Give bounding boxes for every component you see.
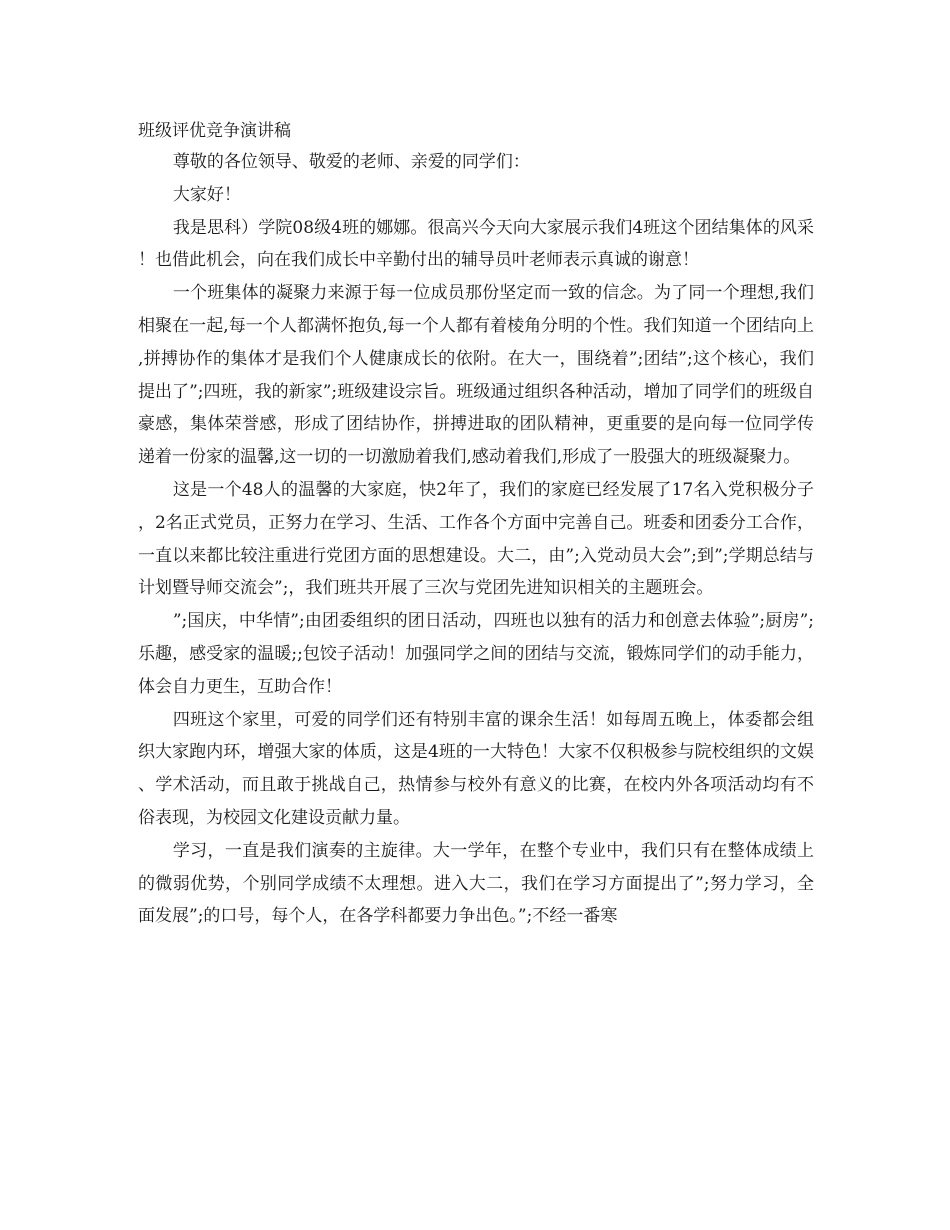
salutation-paragraph: 尊敬的各位领导、敬爱的老师、亲爱的同学们： bbox=[172, 152, 530, 172]
cohesion-paragraph: 一个班集体的凝聚力来源于每一位成员那份坚定而一致的信念。为了同一个理想,我们相聚在一起,每一个人都满怀抱负,每一个人都有着棱角分明的个性。我们知道一个团结向上,拼搏协作的集体才是我们个人健康成长的依附。在大一，围绕着”;团结”;这个核心，我们提出了”;四班，我的新家”;班级建设宗旨。班级通过组织各种活动，增加了同学们的班级自豪感，集体荣誉感，形成了团结协作，拼搏进取的团队精神，更重要的是向每一位同学传递着一份家的温馨,这一切的一切激励着我们,感动着我们,形成了一股强大的班级凝聚力。 bbox=[138, 283, 814, 468]
greeting-paragraph: 大家好！ bbox=[172, 184, 241, 205]
extracurricular-paragraph: 四班这个家里，可爱的同学们还有特别丰富的课余生活！如每周五晚上，体委都会组织大家跑内环，增强大家的体质，这是4班的一大特色！大家不仅积极参与院校组织的文娱、学术活动，而且敢于挑战自己，热情参与校外有意义的比赛，在校内外各项活动均有不俗表现，为校园文化建设贡献力量。 bbox=[138, 709, 814, 828]
document-title: 班级评优竞争演讲稿 bbox=[138, 121, 291, 141]
introduction-paragraph: 我是思科）学院08级4班的娜娜。很高兴今天向大家展示我们4班这个团结集体的风采！也借此机会，向在我们成长中辛勤付出的辅导员叶老师表示真诚的谢意！ bbox=[138, 217, 814, 271]
activity-paragraph: ”;国庆，中华情”;由团委组织的团日活动，四班也以独有的活力和创意去体验”;厨房”;乐趣，感受家的温暖;;包饺子活动！加强同学之间的团结与交流，锻炼同学们的动手能力，体会自力更生，互助合作！ bbox=[138, 611, 814, 697]
study-paragraph: 学习，一直是我们演奏的主旋律。大一学年，在整个专业中，我们只有在整体成绩上的微弱优势，个别同学成绩不太理想。进入大二，我们在学习方面提出了”;努力学习，全面发展”;的口号，每个人，在各学科都要力争出色。”;不经一番寒 bbox=[138, 840, 814, 927]
party-building-paragraph: 这是一个48人的温馨的大家庭，快2年了，我们的家庭已经发展了17名入党积极分子，2名正式党员，正努力在学习、生活、工作各个方面中完善自己。班委和团委分工合作，一直以来都比较注重进行党团方面的思想建设。大二，由”;入党动员大会”;到”;学期总结与计划暨导师交流会”;，我们班共开展了三次与党团先进知识相关的主题班会。 bbox=[138, 479, 814, 599]
